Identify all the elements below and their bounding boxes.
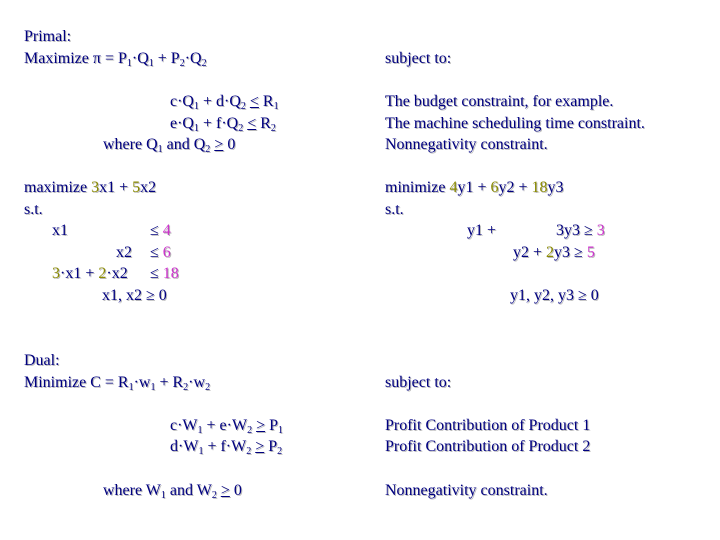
max-nonnegativity: x1, x2 ≥ 0 [102,287,167,304]
primal-constraint-1: $c\cdot Q_1 + d\cdot Q_2 < R_1$ [170,93,279,112]
dual-label: Dual: [24,352,60,369]
max-constraint-2-lhs: x2 [116,244,132,261]
dual-constraint-2: $d\cdot W_1 + f\cdot W_2 > P_2$ [170,438,283,457]
primal-subject-to: subject to: [385,50,452,67]
min-constraint-2: y2 + 2y3 ≥ 5 [513,244,595,261]
max-constraint-3-lhs: 3·x1 + 2·x2 [52,265,128,282]
primal-note-1: The budget constraint, for example. [385,93,614,110]
min-st: s.t. [385,201,404,218]
primal-nonnegativity: where $Q_1$ and $Q_2 > 0$ [103,136,236,155]
max-constraint-1-rhs: ≤ 4 [150,222,171,239]
primal-objective: Maximize $\pi = P_1\cdot Q_1 + P_2\cdot Q_2$ [24,50,207,69]
min-objective: minimize 4y1 + 6y2 + 18y3 [385,179,564,196]
max-objective: maximize 3x1 + 5x2 [24,179,157,196]
dual-nonnegativity: where $W_1$ and $W_2 > 0$ [103,482,242,501]
primal-note-2: The machine scheduling time constraint. [385,115,645,132]
max-constraint-1-lhs: x1 [52,222,68,239]
max-constraint-2-rhs: ≤ 6 [150,244,171,261]
dual-constraint-1: $c\cdot W_1 + e\cdot W_2 > P_1$ [170,417,284,436]
min-constraint-1-rhs: 3y3 ≥ 3 [556,222,605,239]
dual-note-2: Profit Contribution of Product 2 [385,438,591,455]
dual-objective: Minimize $C = R_1\cdot w_1 + R_2\cdot w_2$ [24,374,211,393]
dual-note-1: Profit Contribution of Product 1 [385,417,591,434]
min-constraint-1-lhs: y1 + [467,222,497,239]
primal-constraint-2: $e\cdot Q_1 + f\cdot Q_2 < R_2$ [170,115,276,134]
primal-label: Primal: [24,28,72,45]
max-st: s.t. [24,201,43,218]
max-constraint-3-rhs: ≤ 18 [150,265,179,282]
dual-note-3: Nonnegativity constraint. [385,482,548,499]
min-nonnegativity: y1, y2, y3 ≥ 0 [510,287,599,304]
dual-subject-to: subject to: [385,374,452,391]
primal-note-3: Nonnegativity constraint. [385,136,548,153]
